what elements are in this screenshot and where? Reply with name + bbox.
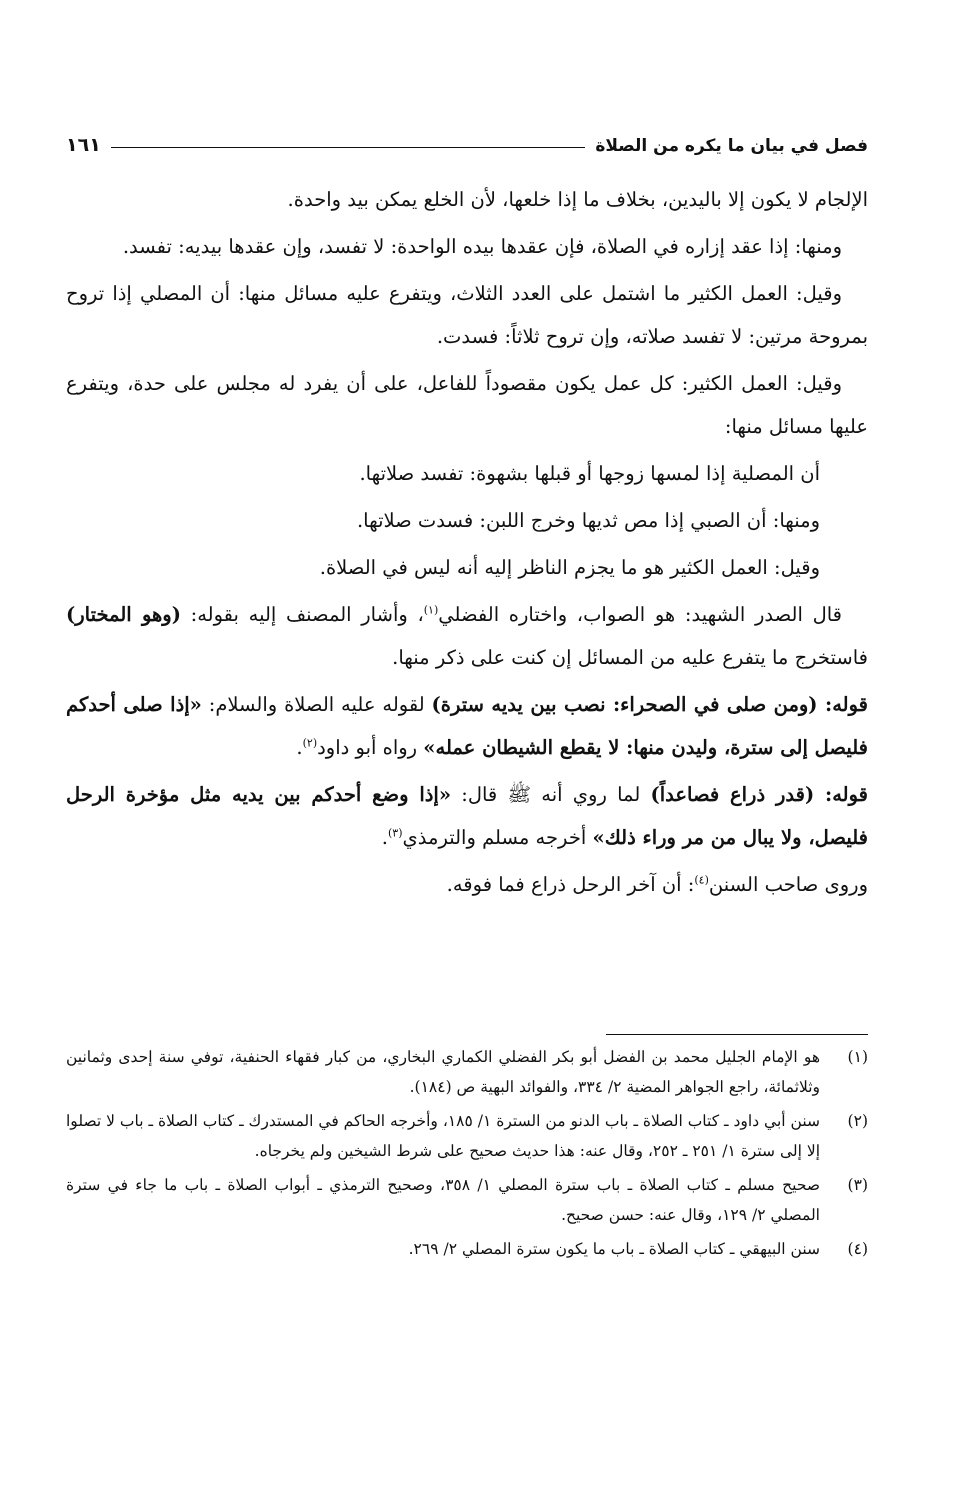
p9-text-a: لقوله عليه الصلاة والسلام: — [201, 693, 432, 716]
footnote-ref-2[interactable]: (٢) — [302, 736, 318, 750]
footnote-ref-4[interactable]: (٤) — [694, 873, 709, 887]
paragraph-7: وقيل: العمل الكثير هو ما يجزم الناظر إليه أنه ليس في الصلاة. — [319, 556, 820, 579]
p11-text-b: : أن آخر الرحل ذراع فما فوقه. — [446, 873, 695, 896]
header-rule — [111, 147, 586, 148]
p8-text-a: قال الصدر الشهيد: هو الصواب، واختاره الفضلي — [438, 603, 842, 626]
p11-text-a: وروى صاحب السنن — [708, 873, 868, 896]
footnote-number: (٢) — [847, 1112, 868, 1130]
footnote-number: (٤) — [847, 1240, 868, 1258]
paragraph-3: وقيل: العمل الكثير ما اشتمل على العدد الثلاث، ويتفرع عليه مسائل منها: أن المصلي إذا تروح بمروحة مرتين: لا تفسد صلاته، وإن تروح ثلاثاً: فسدت. — [66, 282, 868, 348]
p8-bold: (وهو المختار) — [66, 603, 181, 626]
p9-text-b: رواه أبو داود — [317, 736, 424, 759]
footnote-text: سنن أبي داود ـ كتاب الصلاة ـ باب الدنو من السترة ١/ ١٨٥، وأخرجه الحاكم في المستدرك ـ كتاب الصلاة ـ باب لا تصلوا إلا إلى سترة ١/ ٢٥١ ـ ٢٥٢، وقال عنه: هذا حديث صحيح على شرط الشيخين ولم يخرجاه. — [66, 1112, 820, 1160]
footnote-2 — [66, 1106, 868, 1166]
page-number: ١٦١ — [66, 134, 101, 156]
paragraph-1: الإلجام لا يكون إلا باليدين، بخلاف ما إذا خلعها، لأن الخلع يمكن بيد واحدة. — [287, 188, 868, 211]
paragraph-11 — [66, 863, 868, 906]
footnote-number: (١) — [847, 1048, 868, 1066]
footnote-text: صحيح مسلم ـ كتاب الصلاة ـ باب سترة المصلي ١/ ٣٥٨، وصحيح الترمذي ـ أبواب الصلاة ـ باب ما جاء في سترة المصلي ٢/ ١٢٩، وقال عنه: حسن صحيح. — [66, 1176, 820, 1224]
footnote-ref-1[interactable]: (١) — [423, 603, 439, 617]
footnote-ref-3[interactable]: (٣) — [388, 826, 403, 840]
footnote-text: سنن البيهقي ـ كتاب الصلاة ـ باب ما يكون سترة المصلي ٢/ ٢٦٩. — [408, 1240, 820, 1258]
p10-hadith: «إذا وضع أحدكم بين يديه مثل مؤخرة الرحل فليصل، ولا يبال من مر وراء ذلك» — [66, 783, 868, 849]
p10-text-c: . — [381, 826, 388, 849]
paragraph-10 — [66, 773, 868, 859]
p10-lead: قوله: (قدر ذراع فصاعداً) — [650, 783, 868, 806]
chapter-title: فصل في بيان ما يكره من الصلاة — [595, 136, 868, 156]
p9-lead: قوله: (ومن صلى في الصحراء: نصب بين يديه سترة) — [431, 693, 868, 716]
p9-text-c: . — [296, 736, 303, 759]
paragraph-8 — [66, 593, 868, 679]
main-text — [66, 178, 868, 910]
footnote-number: (٣) — [847, 1176, 868, 1194]
p10-text-a: لما روي أنه ﷺ قال: — [451, 783, 651, 806]
paragraph-5: أن المصلية إذا لمسها زوجها أو قبلها بشهوة: تفسد صلاتها. — [359, 462, 820, 485]
p10-text-b: أخرجه مسلم والترمذي — [402, 826, 593, 849]
p8-text-b: ، وأشار المصنف إليه بقوله: — [180, 603, 424, 626]
p9-hadith: «إذا صلى أحدكم فليصل إلى سترة، وليدن منها: لا يقطع الشيطان عمله» — [66, 693, 868, 759]
footnotes — [66, 1042, 868, 1268]
footnote-text: هو الإمام الجليل محمد بن الفضل أبو بكر الفضلي الكماري البخاري، من كبار فقهاء الحنفية، توفي سنة إحدى وثمانين وثلاثمائة، راجع الجواهر المضية ٢/ ٣٣٤، والفوائد البهية ص (١٨٤). — [66, 1048, 820, 1096]
footnote-4 — [66, 1234, 868, 1264]
footnote-separator — [606, 1034, 868, 1035]
footnote-3 — [66, 1170, 868, 1230]
footnote-1 — [66, 1042, 868, 1102]
paragraph-6: ومنها: أن الصبي إذا مص ثديها وخرج اللبن: فسدت صلاتها. — [356, 509, 820, 532]
paragraph-2: ومنها: إذا عقد إزاره في الصلاة، فإن عقدها بيده الواحدة: لا تفسد، وإن عقدها بيديه: تفسد. — [122, 235, 842, 258]
running-header — [66, 120, 868, 158]
paragraph-9 — [66, 683, 868, 769]
p8-text-c: فاستخرج ما يتفرع عليه من المسائل إن كنت على ذكر منها. — [392, 646, 868, 669]
paragraph-4: وقيل: العمل الكثير: كل عمل يكون مقصوداً للفاعل، على أن يفرد له مجلس على حدة، ويتفرع عليها مسائل منها: — [66, 372, 868, 438]
